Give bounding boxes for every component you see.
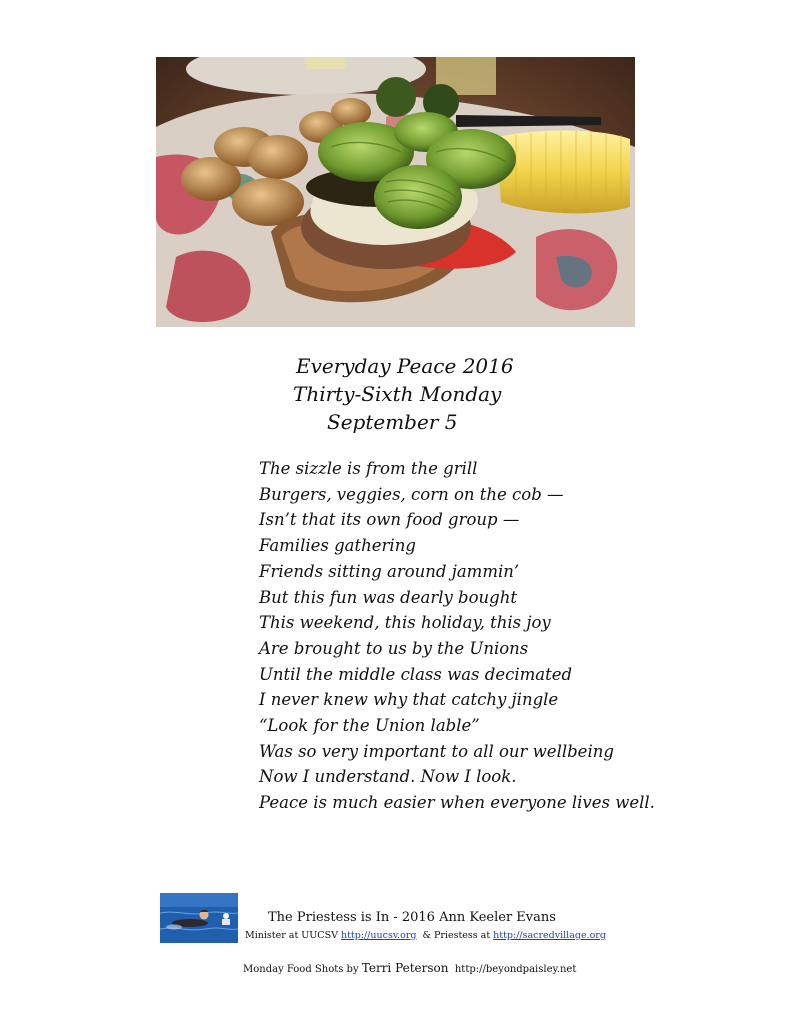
poem-line: This weekend, this holiday, this joy [259, 613, 551, 633]
uucsv-link[interactable]: http://uucsv.org [340, 930, 417, 941]
poem-line: Are brought to us by the Unions [259, 638, 529, 658]
poem-line: Peace is much easier when everyone lives well. [259, 793, 655, 813]
footer-links [245, 930, 606, 941]
poem-line: Now I understand. Now I look. [259, 767, 517, 787]
swimmer-photo [160, 893, 238, 943]
sacredvillage-link[interactable]: http://sacredvillage.org [493, 930, 606, 941]
poem-line: Burgers, veggies, corn on the cob — [259, 484, 564, 504]
title-line-2: Thirty-Sixth Monday [293, 382, 502, 406]
burger-photo [156, 57, 635, 327]
poem-line: I never knew why that catchy jingle [259, 690, 559, 710]
credit-name: Terri Peterson [361, 961, 449, 975]
credit-url: http://beyondpaisley.net [448, 964, 577, 975]
swimmer-photo-illustration [160, 893, 238, 943]
poem-line: Was so very important to all our wellbeing [259, 741, 614, 761]
priestess-label: & Priestess at [416, 930, 494, 941]
title-line-3: September 5 [327, 410, 458, 434]
poem-line: Until the middle class was decimated [259, 664, 573, 684]
poem-body [259, 456, 699, 816]
poem-line: “Look for the Union lable” [259, 716, 480, 736]
title-line-1: Everyday Peace 2016 [296, 354, 514, 378]
food-credit [243, 961, 576, 975]
credit-prefix: Monday Food Shots by [243, 964, 362, 975]
burger-photo-illustration [156, 57, 635, 327]
poem-line: Families gathering [259, 536, 416, 556]
poem-line: Friends sitting around jammin’ [259, 561, 520, 581]
poem-line: The sizzle is from the grill [259, 459, 478, 478]
footer-title: The Priestess is In - 2016 Ann Keeler Evans [268, 910, 556, 925]
poem-line: Isn’t that its own food group — [259, 510, 520, 530]
poem-line: But this fun was dearly bought [259, 587, 517, 607]
minister-label: Minister at UUCSV [245, 930, 341, 941]
